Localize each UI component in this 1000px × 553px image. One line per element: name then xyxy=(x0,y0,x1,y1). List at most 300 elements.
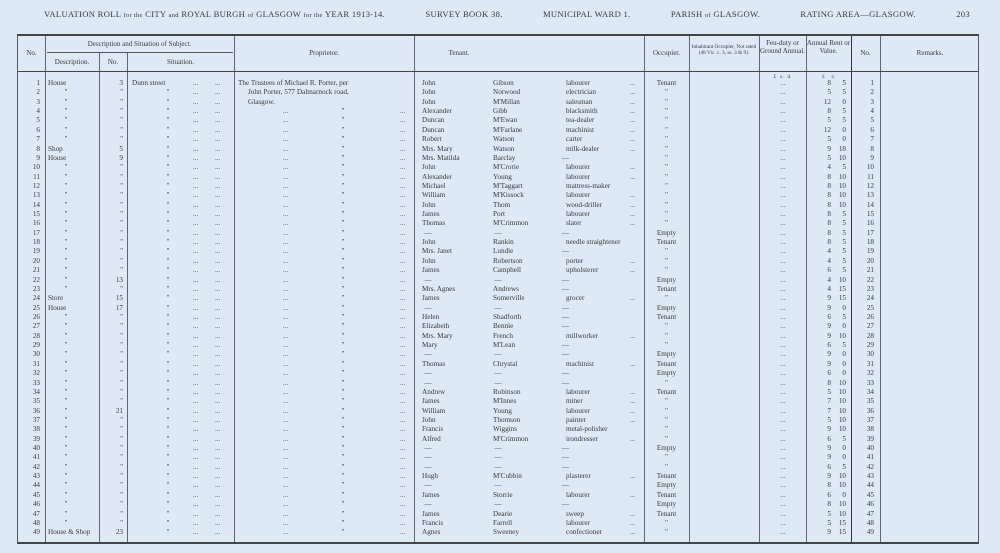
ellipsis: ... xyxy=(215,509,221,518)
proprietor-ditto: " xyxy=(341,303,345,312)
row-number: 43 xyxy=(32,472,40,481)
ellipsis: ... xyxy=(193,266,199,275)
municipal-ward: MUNICIPAL WARD 1. xyxy=(542,9,631,19)
subject-number: " xyxy=(120,313,123,321)
ellipsis: ... xyxy=(283,518,289,527)
row-number-right: 10 xyxy=(866,163,874,172)
tenant-first-name: James xyxy=(422,397,440,406)
occupier-status: Tenant xyxy=(656,472,677,481)
tenant-first-name: Duncan xyxy=(422,116,445,125)
tenant-first-name: Helen xyxy=(422,313,440,321)
tenant-surname: — xyxy=(494,369,502,378)
rent-shillings: 10 xyxy=(838,481,846,490)
description: " xyxy=(64,397,68,406)
situation: " xyxy=(166,453,170,462)
rent-shillings: 5 xyxy=(842,341,846,350)
ellipsis: ... xyxy=(630,359,636,368)
ellipsis: ... xyxy=(215,303,221,312)
row-number-right: 22 xyxy=(866,275,874,284)
ellipsis: ... xyxy=(215,144,221,153)
subject-number: 15 xyxy=(115,294,123,303)
ellipsis: ... xyxy=(630,518,636,527)
row-number: 8 xyxy=(36,144,40,153)
occupier-status: Tenant xyxy=(656,509,677,518)
occupation: slater xyxy=(566,219,582,228)
ellipsis: ... xyxy=(283,116,289,125)
ellipsis: ... xyxy=(400,490,406,499)
row-number: 46 xyxy=(32,500,40,509)
occupier-status: " xyxy=(665,434,668,443)
ellipsis: ... xyxy=(283,172,289,181)
row-number-right: 17 xyxy=(866,228,874,237)
row-number: 13 xyxy=(32,191,40,200)
row-number: 12 xyxy=(32,181,40,190)
description: " xyxy=(64,238,68,247)
rent-shillings: 0 xyxy=(842,369,846,378)
rent-shillings: 10 xyxy=(838,275,846,284)
subject-number: 5 xyxy=(119,144,123,153)
occupation: needle straightener xyxy=(566,238,621,247)
occupier-status: " xyxy=(665,266,668,275)
ellipsis: ... xyxy=(193,397,199,406)
ellipsis: ... xyxy=(215,444,221,453)
tenant-first-name: James xyxy=(422,294,440,303)
description: " xyxy=(64,163,68,172)
row-number: 19 xyxy=(32,247,40,256)
header-no-right: No. xyxy=(860,49,871,57)
rent-pounds: 5 xyxy=(827,509,831,518)
tenant-first-name: — xyxy=(424,481,432,490)
proprietor-ditto: " xyxy=(341,191,345,200)
column-divider xyxy=(759,36,760,542)
ellipsis: ... xyxy=(215,341,221,350)
subject-number: " xyxy=(120,500,123,509)
column-divider xyxy=(851,36,852,542)
tenant-first-name: — xyxy=(424,462,432,471)
rent-pounds: 5 xyxy=(827,387,831,396)
ellipsis: ... xyxy=(400,200,406,209)
situation: " xyxy=(166,415,170,424)
ellipsis: ... xyxy=(193,125,199,134)
occupier-status: " xyxy=(665,331,668,340)
row-number-right: 49 xyxy=(866,528,874,537)
situation: " xyxy=(166,116,170,125)
tenant-surname: M'Taggart xyxy=(493,181,523,190)
description: " xyxy=(64,256,68,265)
tenant-surname: Norwood xyxy=(493,88,521,97)
occupation: plasterer xyxy=(566,472,591,481)
rent-pounds: 9 xyxy=(827,322,831,331)
description: " xyxy=(64,444,68,453)
ellipsis: ... xyxy=(215,425,221,434)
subject-number: " xyxy=(120,369,123,378)
tenant-first-name: Mrs. Mary xyxy=(422,144,453,153)
subject-number: " xyxy=(120,453,123,462)
ellipsis: ... xyxy=(215,350,221,359)
ellipsis: ... xyxy=(283,397,289,406)
valuation-table xyxy=(17,34,979,544)
rent-pounds: 9 xyxy=(827,528,831,537)
occupier-status: Tenant xyxy=(656,284,677,293)
ellipsis: ... xyxy=(630,434,636,443)
rent-pounds: 8 xyxy=(827,238,831,247)
ellipsis: ... xyxy=(630,200,636,209)
tenant-surname: M'Millan xyxy=(493,97,520,106)
ellipsis: ... xyxy=(630,107,636,116)
row-number-right: 40 xyxy=(866,444,874,453)
tenant-surname: Rankin xyxy=(493,238,514,247)
occupier-status: " xyxy=(665,247,668,256)
title-text: VALUATION ROLL xyxy=(44,9,122,19)
row-number-right: 13 xyxy=(866,191,874,200)
occupier-status: Tenant xyxy=(656,359,677,368)
ellipsis: ... xyxy=(193,144,199,153)
description: " xyxy=(64,172,68,181)
ellipsis: ... xyxy=(400,266,406,275)
row-number-right: 21 xyxy=(866,266,874,275)
row-number-right: 15 xyxy=(866,210,874,219)
row-number-right: 28 xyxy=(866,331,874,340)
situation: " xyxy=(166,528,170,537)
description: " xyxy=(64,518,68,527)
header-occupier: Occupier. xyxy=(652,49,680,57)
ellipsis: ... xyxy=(283,415,289,424)
ellipsis: ... xyxy=(400,341,406,350)
tenant-first-name: Robert xyxy=(422,135,442,144)
description: " xyxy=(64,350,68,359)
proprietor-ditto: " xyxy=(341,294,345,303)
occupier-status: " xyxy=(665,406,668,415)
occupier-status: " xyxy=(665,97,668,106)
ellipsis: ... xyxy=(400,163,406,172)
row-number: 25 xyxy=(32,303,40,312)
tenant-first-name: John xyxy=(422,256,436,265)
occupation: — xyxy=(561,444,570,453)
subject-number: " xyxy=(120,238,123,247)
ellipsis: ... xyxy=(283,107,289,116)
ellipsis: ... xyxy=(630,79,636,87)
proprietor-ditto: " xyxy=(341,284,345,293)
ellipsis: ... xyxy=(193,153,199,162)
subject-number: " xyxy=(120,359,123,368)
rent-pounds: 6 xyxy=(827,434,831,443)
row-number-right: 25 xyxy=(866,303,874,312)
feu-duty: ... xyxy=(780,397,786,406)
ellipsis: ... xyxy=(283,266,289,275)
ellipsis: ... xyxy=(193,191,199,200)
description: " xyxy=(64,247,68,256)
ellipsis: ... xyxy=(400,219,406,228)
ellipsis: ... xyxy=(283,322,289,331)
tenant-first-name: — xyxy=(424,378,432,387)
description: " xyxy=(64,453,68,462)
rent-shillings: 5 xyxy=(842,228,846,237)
proprietor-ditto: " xyxy=(341,313,345,321)
rent-shillings: 18 xyxy=(838,144,846,153)
rent-shillings: 5 xyxy=(842,247,846,256)
title-text: GLASGOW. xyxy=(713,9,761,19)
situation: " xyxy=(166,350,170,359)
subject-number: " xyxy=(120,228,123,237)
row-number-right: 37 xyxy=(866,415,874,424)
proprietor-ditto: " xyxy=(341,341,345,350)
feu-duty: ... xyxy=(780,219,786,228)
feu-duty: ... xyxy=(780,144,786,153)
occupation: milk-dealer xyxy=(566,144,600,153)
feu-duty: ... xyxy=(780,116,786,125)
rent-shillings: 15 xyxy=(838,528,846,537)
feu-duty: ... xyxy=(780,181,786,190)
situation: " xyxy=(166,135,170,144)
tenant-first-name: Mrs. Janet xyxy=(422,247,452,256)
ellipsis: ... xyxy=(215,387,221,396)
description: " xyxy=(64,434,68,443)
ellipsis: ... xyxy=(193,406,199,415)
row-number-right: 26 xyxy=(866,313,874,321)
title-text: GLASGOW xyxy=(256,9,302,19)
proprietor-ditto: " xyxy=(341,116,345,125)
ellipsis: ... xyxy=(215,284,221,293)
occupier-status: " xyxy=(665,378,668,387)
subject-number: " xyxy=(120,444,123,453)
tenant-first-name: Michael xyxy=(422,181,446,190)
feu-duty: ... xyxy=(780,528,786,537)
rent-shillings: 5 xyxy=(842,462,846,471)
ellipsis: ... xyxy=(193,350,199,359)
rent-shillings: 0 xyxy=(842,359,846,368)
ellipsis: ... xyxy=(193,490,199,499)
ellipsis: ... xyxy=(400,210,406,219)
ellipsis: ... xyxy=(215,181,221,190)
proprietor: Glasgow. xyxy=(248,97,275,106)
rent-pounds: 12 xyxy=(823,125,831,134)
ellipsis: ... xyxy=(400,369,406,378)
row-number: 49 xyxy=(32,528,40,537)
ellipsis: ... xyxy=(283,125,289,134)
ellipsis: ... xyxy=(215,406,221,415)
rent-shillings: 10 xyxy=(838,181,846,190)
subject-number: " xyxy=(120,247,123,256)
ellipsis: ... xyxy=(630,509,636,518)
feu-duty: ... xyxy=(780,191,786,200)
ellipsis: ... xyxy=(215,359,221,368)
description: " xyxy=(64,509,68,518)
ellipsis: ... xyxy=(630,256,636,265)
subject-number: " xyxy=(120,397,123,406)
tenant-surname: — xyxy=(494,275,502,284)
tenant-first-name: James xyxy=(422,490,440,499)
description: " xyxy=(64,200,68,209)
occupation: porter xyxy=(566,256,584,265)
subject-number: " xyxy=(120,472,123,481)
feu-duty: ... xyxy=(780,444,786,453)
proprietor-ditto: " xyxy=(341,434,345,443)
ellipsis: ... xyxy=(193,313,199,321)
description: " xyxy=(64,191,68,200)
ellipsis: ... xyxy=(400,481,406,490)
occupier-status: " xyxy=(665,144,668,153)
row-number-right: 23 xyxy=(866,284,874,293)
row-number: 32 xyxy=(32,369,40,378)
subject-number: " xyxy=(120,107,123,116)
ellipsis: ... xyxy=(283,406,289,415)
ellipsis: ... xyxy=(400,181,406,190)
subject-number: " xyxy=(120,163,123,172)
occupier-status: " xyxy=(665,528,668,537)
ellipsis: ... xyxy=(215,481,221,490)
ellipsis: ... xyxy=(400,275,406,284)
ellipsis: ... xyxy=(400,434,406,443)
row-number-right: 6 xyxy=(870,125,874,134)
proprietor-ditto: " xyxy=(341,359,345,368)
occupier-status: " xyxy=(665,453,668,462)
occupier-status: Empty xyxy=(656,444,677,453)
situation: " xyxy=(166,500,170,509)
tenant-surname: Port xyxy=(493,210,505,219)
ellipsis: ... xyxy=(215,125,221,134)
occupier-status: Empty xyxy=(656,303,677,312)
description: " xyxy=(64,378,68,387)
proprietor-ditto: " xyxy=(341,453,345,462)
rent-shillings: 15 xyxy=(838,284,846,293)
subject-number: " xyxy=(120,210,123,219)
page-number: 203 xyxy=(956,9,970,19)
description: Store xyxy=(48,294,64,303)
situation: " xyxy=(166,219,170,228)
rent-pounds: 6 xyxy=(827,313,831,321)
occupation: machinist xyxy=(566,359,594,368)
header-annual-rent: Annual Rent or Value. xyxy=(806,39,851,55)
description: " xyxy=(64,135,68,144)
occupier-status: " xyxy=(665,181,668,190)
ellipsis: ... xyxy=(283,350,289,359)
row-number-right: 11 xyxy=(867,172,874,181)
ellipsis: ... xyxy=(283,387,289,396)
occupier-status: Empty xyxy=(656,481,677,490)
ellipsis: ... xyxy=(400,172,406,181)
tenant-surname: — xyxy=(494,350,502,359)
feu-duty: ... xyxy=(780,210,786,219)
subject-number: " xyxy=(120,172,123,181)
row-number: 45 xyxy=(32,490,40,499)
rent-shillings: 10 xyxy=(838,331,846,340)
row-number: 21 xyxy=(32,266,40,275)
description: " xyxy=(64,490,68,499)
subject-number: " xyxy=(120,135,123,144)
ellipsis: ... xyxy=(400,144,406,153)
rent-shillings: 5 xyxy=(842,313,846,321)
feu-duty: ... xyxy=(780,415,786,424)
subject-number: " xyxy=(120,415,123,424)
ellipsis: ... xyxy=(283,313,289,321)
subject-number: " xyxy=(120,387,123,396)
ellipsis: ... xyxy=(283,247,289,256)
occupier-status: " xyxy=(665,88,668,97)
tenant-first-name: — xyxy=(424,350,432,359)
ellipsis: ... xyxy=(193,181,199,190)
feu-duty: ... xyxy=(780,97,786,106)
feu-duty: ... xyxy=(780,369,786,378)
row-number-right: 9 xyxy=(870,153,874,162)
feu-duty: ... xyxy=(780,125,786,134)
ellipsis: ... xyxy=(400,387,406,396)
tenant-surname: M'Crimmon xyxy=(493,434,529,443)
row-number: 44 xyxy=(32,481,40,490)
situation: " xyxy=(166,210,170,219)
feu-duty: ... xyxy=(780,228,786,237)
row-number: 42 xyxy=(32,462,40,471)
subject-number: " xyxy=(120,331,123,340)
rent-shillings: 5 xyxy=(842,434,846,443)
occupation: — xyxy=(561,350,570,359)
ellipsis: ... xyxy=(400,125,406,134)
row-number: 33 xyxy=(32,378,40,387)
row-number-right: 18 xyxy=(866,238,874,247)
ellipsis: ... xyxy=(283,144,289,153)
occupier-status: " xyxy=(665,518,668,527)
occupation: — xyxy=(561,275,570,284)
proprietor-ditto: " xyxy=(341,228,345,237)
ellipsis: ... xyxy=(193,472,199,481)
rent-pounds: 8 xyxy=(827,172,831,181)
row-number: 14 xyxy=(32,200,40,209)
occupation: millworker xyxy=(566,331,598,340)
ellipsis: ... xyxy=(630,88,636,97)
rent-shillings: 5 xyxy=(842,266,846,275)
ellipsis: ... xyxy=(193,238,199,247)
row-number-right: 48 xyxy=(866,518,874,527)
ellipsis: ... xyxy=(193,303,199,312)
subject-number: " xyxy=(120,490,123,499)
occupation: labourer xyxy=(566,490,590,499)
tenant-first-name: Thomas xyxy=(422,219,446,228)
occupier-status: " xyxy=(665,322,668,331)
situation: " xyxy=(166,275,170,284)
rent-shillings: 0 xyxy=(842,490,846,499)
occupier-status: " xyxy=(665,425,668,434)
feu-duty: ... xyxy=(780,434,786,443)
occupation: — xyxy=(561,322,570,331)
proprietor: John Porter, 577 Dalmarnock road, xyxy=(248,88,349,97)
ellipsis: ... xyxy=(215,453,221,462)
subject-number: " xyxy=(120,284,123,293)
tenant-surname: Campbell xyxy=(493,266,521,275)
feu-units: £ s. d. xyxy=(773,74,792,80)
occupier-status: Empty xyxy=(656,369,677,378)
column-divider xyxy=(234,36,235,542)
page-title xyxy=(44,9,970,19)
situation: " xyxy=(166,434,170,443)
description: Shop xyxy=(48,144,63,153)
occupation: electrician xyxy=(566,88,596,97)
rating-area: RATING AREA—GLASGOW. xyxy=(800,9,916,19)
ellipsis: ... xyxy=(193,500,199,509)
tenant-surname: M'Cubbin xyxy=(493,472,522,481)
ellipsis: ... xyxy=(215,331,221,340)
ellipsis: ... xyxy=(193,481,199,490)
ellipsis: ... xyxy=(630,135,636,144)
row-number: 37 xyxy=(32,415,40,424)
title-text: PARISH xyxy=(670,9,703,19)
row-number-right: 24 xyxy=(866,294,874,303)
row-number: 27 xyxy=(32,322,40,331)
occupation: — xyxy=(561,303,570,312)
ellipsis: ... xyxy=(193,359,199,368)
proprietor-ditto: " xyxy=(341,387,345,396)
tenant-surname: Barclay xyxy=(493,153,516,162)
occupation: — xyxy=(561,341,570,350)
description: " xyxy=(64,275,68,284)
